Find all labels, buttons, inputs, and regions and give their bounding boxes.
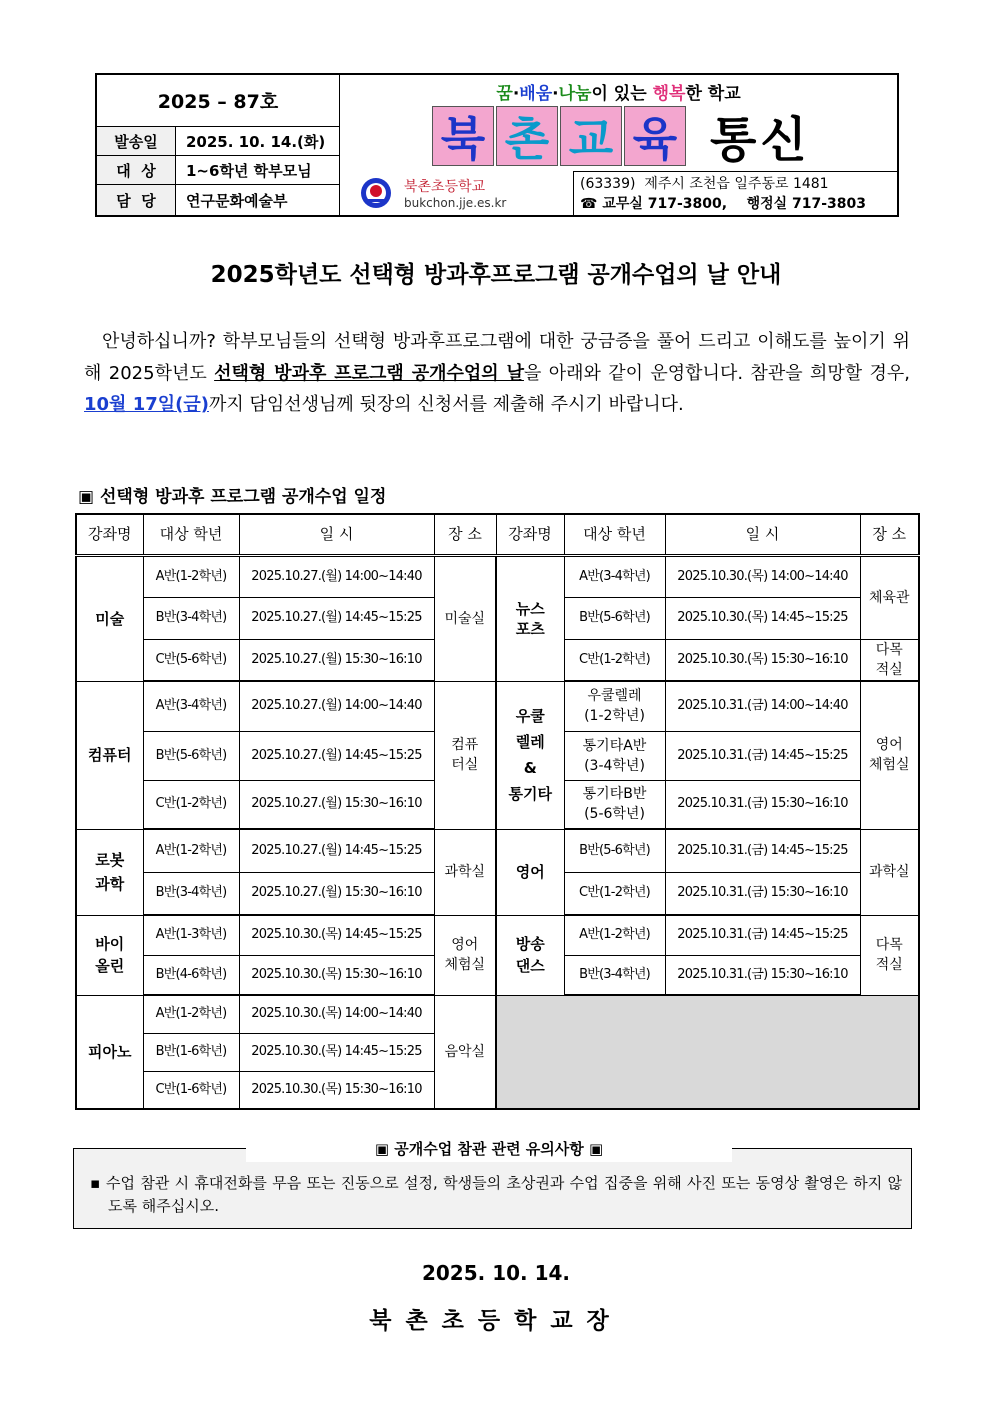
col-header: 대상 학년 [143, 514, 239, 555]
grade-cell: B반(4-6학년) [143, 955, 239, 995]
place-cell: 다목 적실 [860, 639, 919, 681]
place-cell: 영어 체험실 [434, 915, 496, 995]
grade-cell: B반(5-6학년) [564, 597, 665, 639]
grade-cell: A반(1-2학년) [564, 915, 665, 955]
document-title: 2025학년도 선택형 방과후프로그램 공개수업의 날 안내 [210, 262, 782, 288]
place-cell: 과학실 [860, 829, 919, 915]
notice-title: ▣ 공개수업 참관 관련 유의사항 ▣ [246, 1136, 732, 1162]
time-cell: 2025.10.30.(목) 15:30~16:10 [665, 639, 860, 681]
time-cell: 2025.10.27.(월) 14:45~15:25 [239, 597, 434, 639]
masthead-char: 촌 [496, 106, 558, 166]
col-header: 대상 학년 [564, 514, 665, 555]
subject-cell: 우쿨 렐레 & 통기타 [496, 681, 564, 829]
table-row [76, 829, 919, 872]
time-cell: 2025.10.27.(월) 14:45~15:25 [239, 829, 434, 872]
target-value: 1~6학년 학부모님 [186, 161, 312, 180]
time-cell: 2025.10.27.(월) 14:00~14:40 [239, 555, 434, 597]
slogan-dream: 꿈 [496, 84, 513, 104]
time-cell: 2025.10.27.(월) 15:30~16:10 [239, 639, 434, 681]
masthead-word: 통신 [710, 112, 811, 168]
place-cell: 체육관 [860, 555, 919, 639]
issue-number: 2025 – 87호 [97, 75, 339, 127]
newsletter-header [95, 73, 899, 217]
grade-cell: 통기타B반 (5-6학년) [564, 780, 665, 829]
subject-cell: 방송 댄스 [496, 915, 564, 995]
grade-cell: 통기타A반 (3-4학년) [564, 731, 665, 780]
place-cell: 컴퓨 터실 [434, 681, 496, 829]
target-label: 대 상 [97, 156, 176, 184]
place-cell: 미술실 [434, 555, 496, 681]
send-date-label: 발송일 [97, 127, 176, 155]
slogan-dot: · [552, 84, 559, 104]
masthead [340, 75, 897, 215]
table-row [76, 915, 919, 955]
grade-cell: B반(3-4학년) [564, 955, 665, 995]
subject-cell: 로봇 과학 [76, 829, 143, 915]
grade-cell: A반(3-4학년) [564, 555, 665, 597]
time-cell: 2025.10.30.(목) 14:45~15:25 [239, 1033, 434, 1071]
time-cell: 2025.10.30.(목) 14:45~15:25 [665, 597, 860, 639]
school-id [340, 171, 573, 215]
place-cell: 과학실 [434, 829, 496, 915]
col-header: 일 시 [239, 514, 434, 555]
dept-value: 연구문화예술부 [186, 191, 288, 210]
masthead-title [432, 101, 811, 170]
col-header: 장 소 [860, 514, 919, 555]
grade-cell: 우쿨렐레 (1-2학년) [564, 681, 665, 731]
grade-cell: C반(1-2학년) [564, 872, 665, 915]
contact-box [573, 171, 897, 215]
time-cell: 2025.10.31.(금) 14:00~14:40 [665, 681, 860, 731]
subject-cell: 바이 올린 [76, 915, 143, 995]
col-header: 강좌명 [76, 514, 143, 555]
time-cell: 2025.10.31.(금) 15:30~16:10 [665, 872, 860, 915]
issue-date: 2025. 10. 14. [421, 1261, 571, 1285]
table-row [76, 681, 919, 731]
subject-cell: 영어 [496, 829, 564, 915]
time-cell: 2025.10.31.(금) 14:45~15:25 [665, 731, 860, 780]
school-address: (63339) 제주시 조천읍 일주동로 1481 [580, 176, 829, 192]
intro-text: 을 아래와 같이 운영합니다. 참관을 희망할 경우, [523, 362, 910, 384]
time-cell: 2025.10.27.(월) 14:00~14:40 [239, 681, 434, 731]
grade-cell: B반(3-4학년) [143, 597, 239, 639]
dept-label: 담 당 [97, 185, 176, 215]
time-cell: 2025.10.31.(금) 15:30~16:10 [665, 780, 860, 829]
intro-paragraph [84, 326, 910, 421]
grade-cell: A반(1-3학년) [143, 915, 239, 955]
deadline-date: 10월 17일(금) [84, 394, 209, 415]
dept-row [97, 185, 339, 215]
grade-cell: C반(1-6학년) [143, 1071, 239, 1109]
slogan-dot: · [512, 84, 520, 104]
grade-cell: A반(1-2학년) [143, 555, 239, 597]
time-cell: 2025.10.31.(금) 14:45~15:25 [665, 915, 860, 955]
grade-cell: A반(3-4학년) [143, 681, 239, 731]
issue-info [97, 75, 340, 215]
send-date-row [97, 127, 339, 156]
target-row [97, 156, 339, 185]
school-name-block [404, 176, 506, 210]
intro-text: 까지 담임선생님께 뒷장의 신청서를 제출해 주시기 바랍니다. [208, 394, 684, 415]
subject-cell: 피아노 [76, 995, 143, 1109]
send-date-value: 2025. 10. 14.(화) [186, 132, 326, 151]
principal-signature: 북촌초등학교장 [369, 1308, 623, 1334]
subject-cell: 뉴스 포츠 [496, 555, 564, 681]
masthead-char: 육 [624, 106, 686, 166]
table-row [76, 995, 919, 1033]
col-header: 일 시 [665, 514, 860, 555]
time-cell: 2025.10.31.(금) 14:45~15:25 [665, 829, 860, 872]
grade-cell: B반(5-6학년) [564, 829, 665, 872]
time-cell: 2025.10.31.(금) 15:30~16:10 [665, 955, 860, 995]
table-row [76, 555, 919, 597]
time-cell: 2025.10.27.(월) 15:30~16:10 [239, 872, 434, 915]
time-cell: 2025.10.30.(목) 15:30~16:10 [239, 955, 434, 995]
section-title: ▣ 선택형 방과후 프로그램 공개수업 일정 [78, 487, 387, 507]
school-phone: ☎ 교무실 717-3800, 행정실 717-3803 [580, 196, 867, 212]
time-cell: 2025.10.27.(월) 15:30~16:10 [239, 780, 434, 829]
masthead-char: 교 [560, 106, 622, 166]
col-header: 장 소 [434, 514, 496, 555]
grade-cell: A반(1-2학년) [143, 995, 239, 1033]
grade-cell: C반(1-2학년) [143, 780, 239, 829]
grade-cell: B반(5-6학년) [143, 731, 239, 780]
place-cell: 음악실 [434, 995, 496, 1109]
col-header: 강좌명 [496, 514, 564, 555]
school-logo-icon [360, 177, 392, 209]
intro-text: 안녕하십니까? 학부모님들의 선택형 방과후프로그램에 대한 궁금증을 풀어 드리고 이해도를 높이기 위해 2025학년도 [84, 331, 910, 384]
grade-cell: B반(3-4학년) [143, 872, 239, 915]
place-cell: 다목 적실 [860, 915, 919, 995]
notice-text: ▪ 수업 참관 시 휴대전화를 무음 또는 진동으로 설정, 학생들의 초상권과 수업 집중을 위해 사진 또는 동영상 촬영은 하지 않도록 해주십시오. [90, 1174, 902, 1215]
subject-cell: 미술 [76, 555, 143, 681]
time-cell: 2025.10.30.(목) 14:45~15:25 [239, 915, 434, 955]
empty-cell [496, 995, 919, 1109]
schedule-table [75, 513, 920, 1110]
slogan-sharing: 나눔 [558, 84, 592, 104]
time-cell: 2025.10.30.(목) 15:30~16:10 [239, 1071, 434, 1109]
time-cell: 2025.10.30.(목) 14:00~14:40 [665, 555, 860, 597]
place-cell: 영어 체험실 [860, 681, 919, 829]
time-cell: 2025.10.30.(목) 14:00~14:40 [239, 995, 434, 1033]
time-cell: 2025.10.27.(월) 14:45~15:25 [239, 731, 434, 780]
grade-cell: A반(1-2학년) [143, 829, 239, 872]
school-url: bukchon.jje.es.kr [404, 196, 507, 210]
subject-cell: 컴퓨터 [76, 681, 143, 829]
slogan-happiness: 행복 [652, 84, 686, 104]
slogan-learning: 배움 [519, 84, 553, 104]
grade-cell: B반(1-6학년) [143, 1033, 239, 1071]
table-header-row [76, 514, 919, 555]
school-name: 북촌초등학교 [404, 179, 486, 195]
grade-cell: C반(5-6학년) [143, 639, 239, 681]
slogan-school: 한 학교 [685, 84, 741, 104]
intro-emphasis: 선택형 방과후 프로그램 공개수업의 날 [214, 362, 524, 384]
slogan-text: 이 있는 [591, 84, 653, 104]
grade-cell: C반(1-2학년) [564, 639, 665, 681]
masthead-char: 북 [432, 106, 494, 166]
